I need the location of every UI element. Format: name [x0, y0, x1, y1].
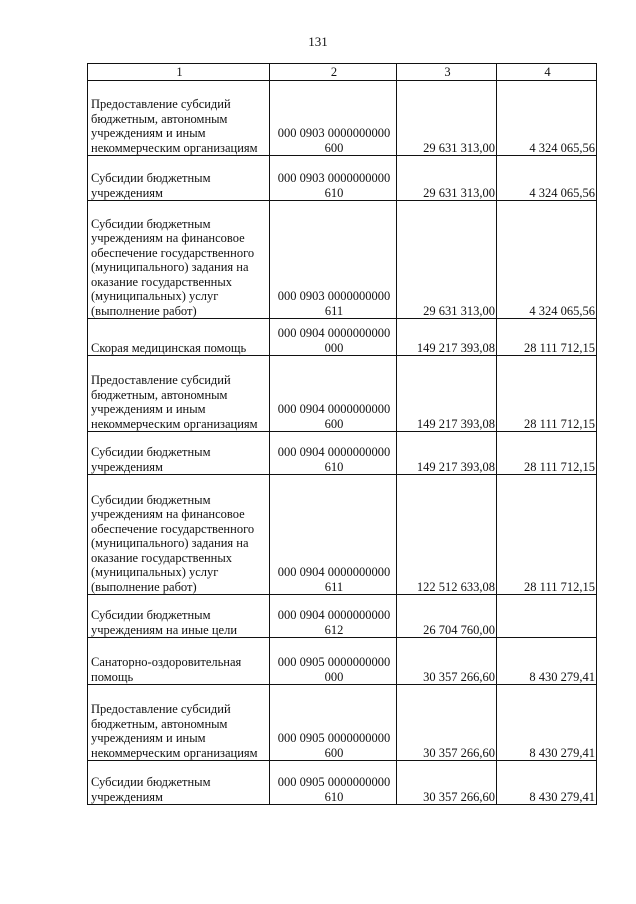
row-name: Субсидии бюджетным учреждениям на иные цели	[88, 595, 270, 638]
row-amount-plan: 29 631 313,00	[397, 81, 497, 156]
row-amount-exec: 8 430 279,41	[497, 638, 597, 685]
row-amount-plan: 29 631 313,00	[397, 201, 497, 319]
row-name: Субсидии бюджетным учреждениям	[88, 156, 270, 201]
row-amount-exec: 28 111 712,15	[497, 475, 597, 595]
row-amount-plan: 122 512 633,08	[397, 475, 497, 595]
row-code: 000 0903 0000000000 600	[270, 81, 397, 156]
row-amount-plan: 30 357 266,60	[397, 638, 497, 685]
row-amount-plan: 149 217 393,08	[397, 356, 497, 432]
row-amount-plan: 149 217 393,08	[397, 432, 497, 475]
page-number: 131	[308, 34, 328, 49]
column-header-4: 4	[497, 64, 597, 81]
row-amount-exec: 8 430 279,41	[497, 685, 597, 761]
row-code: 000 0904 0000000000 600	[270, 356, 397, 432]
row-amount-plan: 30 357 266,60	[397, 761, 497, 805]
row-code: 000 0903 0000000000 611	[270, 201, 397, 319]
row-name: Скорая медицинская помощь	[88, 319, 270, 356]
row-amount-plan: 30 357 266,60	[397, 685, 497, 761]
row-code: 000 0904 0000000000 610	[270, 432, 397, 475]
table-row	[88, 201, 597, 319]
table-row	[88, 356, 597, 432]
table-row	[88, 638, 597, 685]
row-name: Санаторно-оздоровительная помощь	[88, 638, 270, 685]
row-amount-exec	[497, 595, 597, 638]
row-code: 000 0904 0000000000 612	[270, 595, 397, 638]
budget-table	[87, 63, 597, 805]
row-amount-plan: 149 217 393,08	[397, 319, 497, 356]
table-row	[88, 761, 597, 805]
column-header-1: 1	[88, 64, 270, 81]
row-amount-plan: 29 631 313,00	[397, 156, 497, 201]
table-row	[88, 685, 597, 761]
row-amount-exec: 4 324 065,56	[497, 201, 597, 319]
column-header-2: 2	[270, 64, 397, 81]
row-code: 000 0904 0000000000 000	[270, 319, 397, 356]
table-row	[88, 475, 597, 595]
row-amount-exec: 28 111 712,15	[497, 432, 597, 475]
row-amount-exec: 8 430 279,41	[497, 761, 597, 805]
column-number-row	[88, 64, 597, 81]
row-amount-plan: 26 704 760,00	[397, 595, 497, 638]
column-header-3: 3	[397, 64, 497, 81]
table-row	[88, 432, 597, 475]
row-amount-exec: 4 324 065,56	[497, 156, 597, 201]
row-code: 000 0905 0000000000 610	[270, 761, 397, 805]
row-amount-exec: 28 111 712,15	[497, 319, 597, 356]
row-code: 000 0904 0000000000 611	[270, 475, 397, 595]
table-row	[88, 156, 597, 201]
row-name: Предоставление субсидий бюджетным, автономным учреждениям и иным некоммерческим организациям	[88, 81, 270, 156]
row-amount-exec: 4 324 065,56	[497, 81, 597, 156]
table-row	[88, 595, 597, 638]
row-name: Субсидии бюджетным учреждениям	[88, 761, 270, 805]
row-name: Субсидии бюджетным учреждениям на финансовое обеспечение государственного (муниципального) задания на оказание государственных (муниципальных) услуг (выполнение работ)	[88, 475, 270, 595]
table-row	[88, 81, 597, 156]
row-name: Предоставление субсидий бюджетным, автономным учреждениям и иным некоммерческим организациям	[88, 356, 270, 432]
table-row	[88, 319, 597, 356]
row-name: Субсидии бюджетным учреждениям	[88, 432, 270, 475]
row-code: 000 0903 0000000000 610	[270, 156, 397, 201]
row-code: 000 0905 0000000000 600	[270, 685, 397, 761]
row-amount-exec: 28 111 712,15	[497, 356, 597, 432]
row-name: Предоставление субсидий бюджетным, автономным учреждениям и иным некоммерческим организациям	[88, 685, 270, 761]
row-code: 000 0905 0000000000 000	[270, 638, 397, 685]
row-name: Субсидии бюджетным учреждениям на финансовое обеспечение государственного (муниципального) задания на оказание государственных (муниципальных) услуг (выполнение работ)	[88, 201, 270, 319]
